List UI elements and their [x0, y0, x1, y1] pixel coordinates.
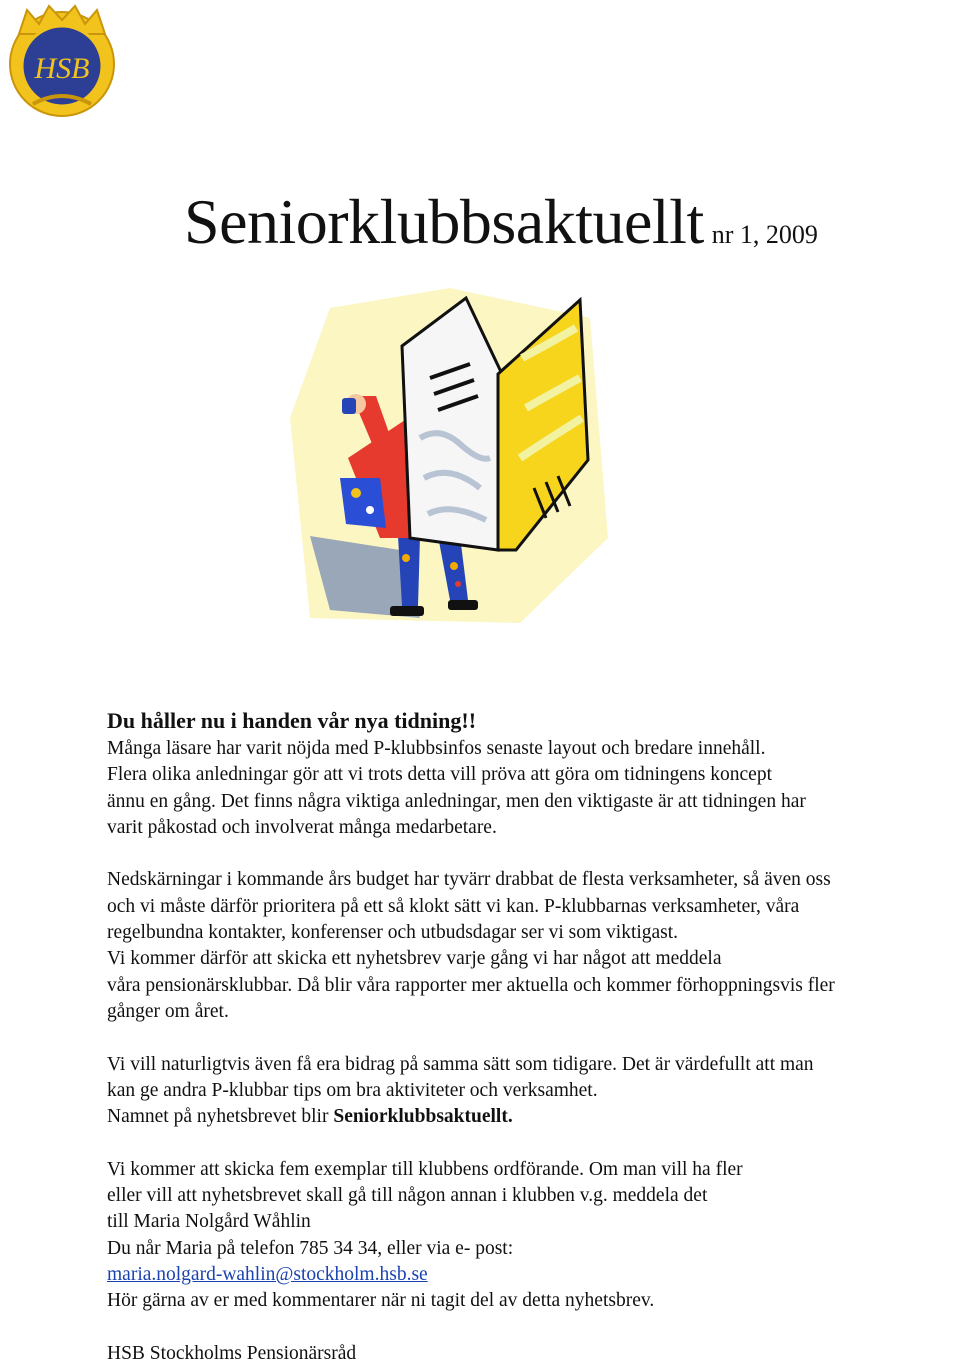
email-link[interactable]: maria.nolgard-wahlin@stockholm.hsb.se: [107, 1263, 428, 1285]
article-headline: Du håller nu i handen vår nya tidning!!: [107, 708, 477, 733]
paragraph-1-line: Många läsare har varit nöjda med P-klubbsinfos senaste layout och bredare innehåll.: [107, 738, 766, 759]
paragraph-4-line: till Maria Nolgård Wåhlin: [107, 1211, 311, 1233]
paragraph-3-line: kan ge andra P-klubbar tips om bra aktiviteter och verksamhet.: [107, 1079, 598, 1101]
newspaper-reader-illustration: [290, 288, 610, 636]
paragraph-1-line: ännu en gång. Det finns några viktiga anledningar, men den viktigaste är att tidningen har: [107, 790, 806, 812]
paragraph-1-line: varit påkostad och involverat många medarbetare.: [107, 816, 497, 838]
paragraph-4-line: Vi kommer att skicka fem exemplar till klubbens ordförande. Om man vill ha fler: [107, 1158, 743, 1180]
page-title: [184, 184, 818, 273]
paragraph-2-line: Nedskärningar i kommande års budget har tyvärr drabbat de flesta verksamheter, så även oss: [107, 869, 831, 891]
paragraph-4-line: Du når Maria på telefon 785 34 34, eller via e- post:: [107, 1237, 514, 1259]
paragraph-gap: [107, 1025, 959, 1051]
newsletter-name-line: [107, 1104, 959, 1130]
hsb-logo-icon: [5, 4, 119, 118]
article-body: [107, 706, 959, 1367]
paragraph-2-line: regelbundna kontakter, konferenser och utbudsdagar ser vi som viktigast.: [107, 922, 679, 944]
title-text: Seniorklubbsaktuellt: [184, 186, 704, 257]
paragraph-gap: [107, 1130, 959, 1156]
paragraph-2-line: och vi måste därför prioritera på ett så klokt sätt vi kan. P-klubbarnas verksamheter, våra: [107, 895, 800, 917]
newsletter-name: Seniorklubbsaktuellt.: [333, 1106, 513, 1128]
issue-number: nr 1, 2009: [711, 220, 818, 249]
signature: HSB Stockholms Pensionärsråd: [107, 1342, 357, 1364]
paragraph-2-line: Vi kommer därför att skicka ett nyhetsbrev varje gång vi har något att meddela: [107, 948, 722, 970]
paragraph-3-line: Vi vill naturligtvis även få era bidrag på samma sätt som tidigare. Det är värdefullt att man: [107, 1053, 814, 1075]
closing-line: Hör gärna av er med kommentarer när ni tagit del av detta nyhetsbrev.: [107, 1290, 655, 1312]
paragraph-4-line: eller vill att nyhetsbrevet skall gå till någon annan i klubben v.g. meddela det: [107, 1185, 708, 1207]
paragraph-2-line: våra pensionärsklubbar. Då blir våra rapporter mer aktuella och kommer förhoppningsvis fler: [107, 974, 835, 996]
paragraph-1-line: Flera olika anledningar gör att vi trots detta vill pröva att göra om tidningens koncept: [107, 764, 772, 786]
logo-text: HSB: [34, 52, 90, 85]
hsb-logo: [5, 4, 119, 118]
paragraph-gap: [107, 1315, 959, 1341]
newsletter-name-prefix: Namnet på nyhetsbrevet blir: [107, 1106, 334, 1128]
paragraph-2-line: gånger om året.: [107, 1000, 229, 1022]
email-line: [107, 1262, 959, 1288]
paragraph-gap: [107, 841, 959, 867]
newspaper-reader-icon: [290, 288, 610, 636]
